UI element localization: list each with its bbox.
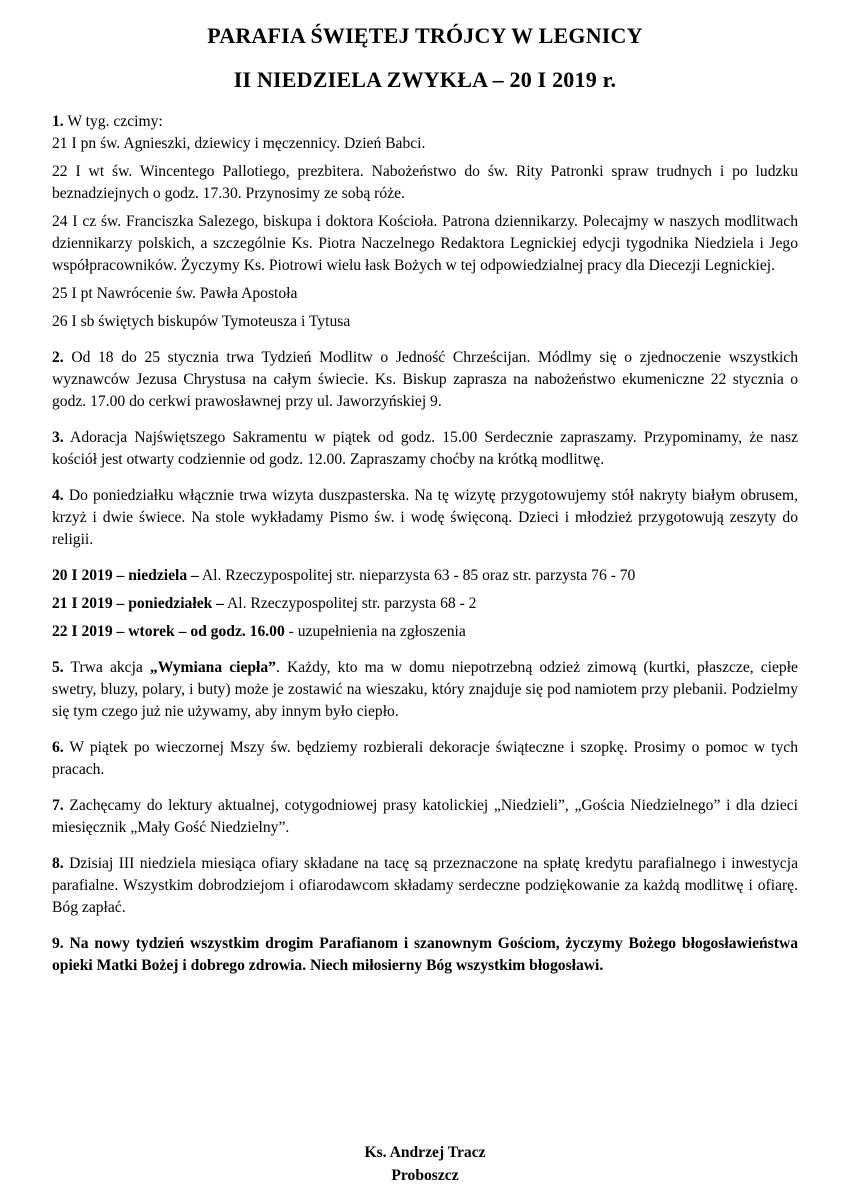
feast-26: 26 I sb świętych biskupów Tymoteusza i Tytusa [52,313,351,330]
announcement-7 [52,795,798,839]
feast-21: 21 I pn św. Agnieszki, dziewicy i męczennicy. Dzień Babci. [52,135,426,152]
page-subtitle: II NIEDZIELA ZWYKŁA – 20 I 2019 r. [233,67,617,92]
item-number: 5. [52,659,64,676]
item-text: Adoracja Najświętszego Sakramentu w piątek od godz. 15.00 Serdecznie zapraszamy. Przypominamy, że nasz kościół jest otwarty codziennie od godz. 12.00. Zapraszamy choćby na krótką modlitwę. [52,429,798,468]
announcement-4 [52,485,798,551]
announcement-1-intro [52,111,798,133]
item-number: 3. [52,429,64,446]
announcements [52,111,798,983]
visit-day-2 [52,593,798,615]
campaign-name: „Wymiana ciepła” [149,659,276,676]
item-number: 2. [52,349,64,366]
feast-25: 25 I pt Nawrócenie św. Pawła Apostoła [52,285,298,302]
item-text: W tyg. czcimy: [63,113,163,130]
item-text: Zachęcamy do lektury aktualnej, cotygodniowej prasy katolickiej „Niedzieli”, „Gościa Niedzielnego” i dla dzieci miesięcznik „Mały Gość Niedzielny”. [52,797,798,836]
item-text: . Każdy, kto ma w domu niepotrzebną odzież zimową (kurtki, płaszcze, ciepłe swetry, bluzy, polary, i buty) może je zostawić na wieszaku, który znajduje się pod namiotem przy plebanii. Podzielmy się tym czego już nie używamy, aby innym było ciepło. [52,659,798,720]
item-text: W piątek po wieczornej Mszy św. będziemy rozbierali dekoracje świąteczne i szopkę. Prosimy o pomoc w tych pracach. [52,739,798,778]
item-number: 4. [52,487,64,504]
item-text: Dzisiaj III niedziela miesiąca ofiary składane na tacę są przeznaczone na spłatę kredytu parafialnego i inwestycja parafialne. Wszystkim dobrodziejom i ofiarodawcom składamy serdeczne podziękowanie za każdą modlitwę i ofiarę. Bóg zapłać. [52,855,798,916]
item-number: 7. [52,797,64,814]
announcement-6 [52,737,798,781]
visit-day-1 [52,565,798,587]
page-title: PARAFIA ŚWIĘTEJ TRÓJCY W LEGNICY [207,23,643,48]
visit-date: 20 I 2019 – niedziela – [52,567,199,584]
signature-name: Ks. Andrzej Tracz [364,1144,486,1161]
visit-date: 22 I 2019 – wtorek – od godz. 16.00 [52,623,285,640]
announcement-2 [52,347,798,413]
visit-streets: Al. Rzeczypospolitej str. parzysta 68 - 2 [223,595,477,612]
item-number: 1. [52,113,64,130]
item-text: Od 18 do 25 stycznia trwa Tydzień Modlitw o Jedność Chrześcijan. Módlmy się o zjednoczenie wszystkich wyznawców Jezusa Chrystusa na całym świecie. Ks. Biskup zaprasza na nabożeństwo ekumeniczne 22 stycznia o godz. 17.00 do cerkwi prawosławnej przy ul. Jaworzyńskiej 9. [52,349,798,410]
signature-role: Proboszcz [391,1167,459,1184]
item-text: Trwa akcja [63,659,150,676]
visit-streets: - uzupełnienia na zgłoszenia [284,623,466,640]
visit-streets: Al. Rzeczypospolitej str. nieparzysta 63 - 85 oraz str. parzysta 76 - 70 [198,567,636,584]
announcement-8 [52,853,798,919]
announcement-3 [52,427,798,471]
feast-24: 24 I cz św. Franciszka Salezego, biskupa i doktora Kościoła. Patrona dziennikarzy. Polecajmy w naszych modlitwach dziennikarzy polskich, a szczególnie Ks. Piotra Naczelnego Redaktora Legnickiej edycji tygodnika Niedziela i Jego współpracowników. Życzymy Ks. Piotrowi wielu łask Bożych w tej odpowiedzialnej pracy dla Diecezji Legnickiej. [52,213,798,274]
announcement-9 [52,933,798,977]
visit-day-3 [52,621,798,643]
feast-22: 22 I wt św. Wincentego Pallotiego, prezbitera. Nabożeństwo do św. Rity Patronki spraw trudnych i po ludzku beznadziejnych o godz. 17.30. Przynosimy ze sobą róże. [52,163,798,202]
item-number: 6. [52,739,64,756]
item-text-bold: 9. Na nowy tydzień wszystkim drogim Parafianom i szanownym Gościom, życzymy Bożego błogosławieństwa opieki Matki Bożej i dobrego zdrowia. Niech miłosierny Bóg wszystkim błogosławi. [52,935,798,974]
item-text: Do poniedziałku włącznie trwa wizyta duszpasterska. Na tę wizytę przygotowujemy stół nakryty białym obrusem, krzyż i dwie świece. Na stole wykładamy Pismo św. i wodę święconą. Dzieci i młodzież przygotowują zeszyty do religii. [52,487,798,548]
announcement-5 [52,657,798,723]
item-number: 8. [52,855,64,872]
visit-date: 21 I 2019 – poniedziałek – [52,595,224,612]
